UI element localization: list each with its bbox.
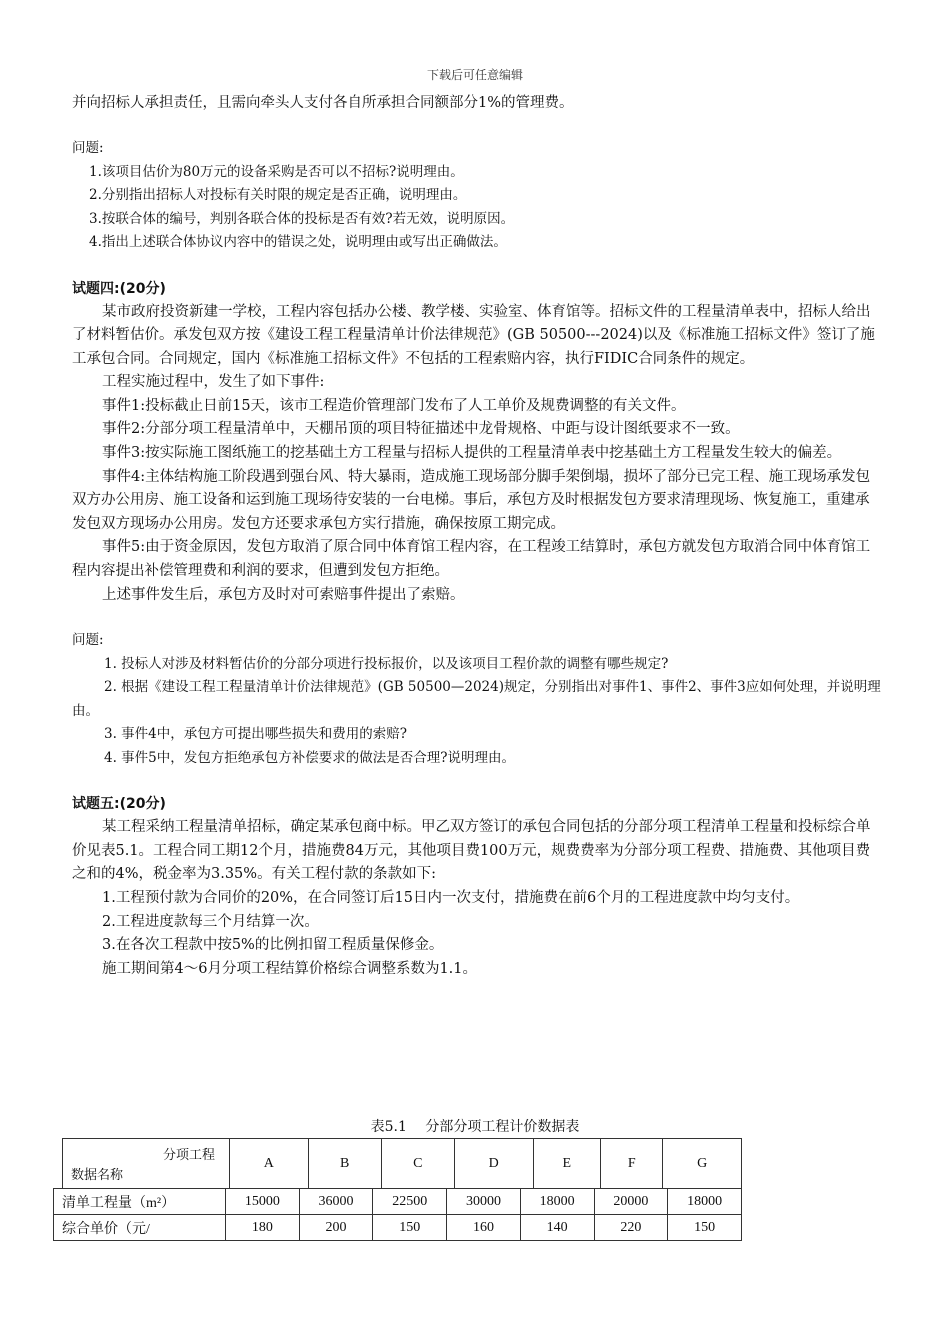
s4-question-1: 1. 投标人对涉及材料暂估价的分部分项进行投标报价，以及该项目工程价款的调整有哪些规定?: [104, 655, 669, 672]
table-cell: 160: [447, 1215, 521, 1241]
row-label: 清单工程量（m²）: [54, 1189, 226, 1215]
column-header: A: [230, 1139, 309, 1189]
section-5-title: 试题五:(20分): [72, 796, 166, 813]
column-header: B: [308, 1139, 381, 1189]
s4-paragraph-2: 工程实施过程中，发生了如下事件:: [102, 374, 325, 391]
page-header: 下载后可任意编辑: [426, 68, 523, 82]
s4-event-1: 事件1:投标截止日前15天，该市工程造价管理部门发布了人工单价及规费调整的有关文件。: [102, 397, 686, 414]
table-cell: 18000: [668, 1189, 742, 1215]
q3-item-2: 2.分别指出招标人对投标有关时限的规定是否正确，说明理由。: [89, 187, 467, 203]
table-cell: 22500: [373, 1189, 447, 1215]
column-header: G: [663, 1139, 742, 1189]
table-cell: 20000: [594, 1189, 668, 1215]
s4-question-3: 3. 事件4中，承包方可提出哪些损失和费用的索赔?: [104, 726, 407, 743]
table-cell: 220: [594, 1215, 668, 1241]
s5-paragraph-1: 某工程采纳工程量清单招标，确定某承包商中标。甲乙双方签订的承包合同包括的分部分项工程清单工程量和投标综合单价见表5.1。工程合同工期12个月，措施费84万元，其他项目费100万元，规费费率为分部分项工程费、措施费、其他项目费之和的4%，税金率为3.35%。有关工程付款的条款如下:: [72, 819, 871, 883]
s4-question-label: 问题:: [72, 632, 104, 649]
table-caption: 表5.1 分部分项工程计价数据表: [370, 1119, 580, 1135]
s4-question-4: 4. 事件5中，发包方拒绝承包方补偿要求的做法是否合理?说明理由。: [104, 749, 515, 766]
s5-clause-1: 1.工程预付款为合同价的20%，在合同签订后15日内一次支付，措施费在前6个月的工程进度款中均匀支付。: [102, 890, 800, 906]
column-header: E: [533, 1139, 601, 1189]
column-header: F: [601, 1139, 663, 1189]
q3-label: 问题:: [72, 140, 104, 156]
table-row: [54, 1215, 742, 1241]
table-cell: 15000: [226, 1189, 300, 1215]
s4-paragraph-1: 某市政府投资新建一学校，工程内容包括办公楼、教学楼、实验室、体育馆等。招标文件的工程量清单表中，招标人给出了材料暂估价。承发包双方按《建设工程工程量清单计价法律规范》(GB 50500---2024)以及《标准施工招标文件》签订了施工承包合同。合同规定，国内《标准施工招标文件》不包括的工程索赔内容，执行FIDIC合同条件的规定。: [72, 303, 875, 367]
s5-clause-2: 2.工程进度款每三个月结算一次。: [102, 913, 319, 930]
q3-item-3: 3.按联合体的编号，判别各联合体的投标是否有效?若无效，说明原因。: [89, 210, 515, 227]
table-cell: 36000: [299, 1189, 373, 1215]
s4-question-2: 2. 根据《建设工程工程量清单计价法律规范》(GB 50500—2024)规定，分别指出对事件1、事件2、事件3应如何处理，并说明理由。: [72, 679, 881, 719]
table-cell: 30000: [447, 1189, 521, 1215]
table-cell: 140: [520, 1215, 594, 1241]
s4-event-2: 事件2:分部分项工程量清单中，天棚吊顶的项目特征描述中龙骨规格、中距与设计图纸要求不一致。: [102, 421, 740, 438]
s4-paragraph-3: 上述事件发生后，承包方及时对可索赔事件提出了索赔。: [102, 586, 465, 603]
q3-item-1: 1.该项目估价为80万元的设备采购是否可以不招标?说明理由。: [89, 163, 464, 180]
document-body: [72, 92, 882, 981]
corner-top-label: 分项工程: [162, 1147, 215, 1162]
column-header: C: [381, 1139, 454, 1189]
table-cell: 150: [373, 1215, 447, 1241]
table-corner-cell: [63, 1139, 230, 1189]
cost-data-table: [62, 1138, 742, 1189]
table-cell: 18000: [520, 1189, 594, 1215]
s4-event-3: 事件3:按实际施工图纸施工的挖基础土方工程量与招标人提供的工程量清单表中挖基础土方工程量发生较大的偏差。: [102, 445, 842, 462]
column-header: D: [454, 1139, 533, 1189]
s5-paragraph-2: 施工期间第4～6月分项工程结算价格综合调整系数为1.1。: [102, 960, 478, 977]
corner-bottom-label: 数据名称: [71, 1167, 124, 1182]
row-label: 综合单价（元/: [54, 1215, 226, 1241]
q3-item-4: 4.指出上述联合体协议内容中的错误之处，说明理由或写出正确做法。: [89, 234, 507, 250]
table-cell: 200: [299, 1215, 373, 1241]
s4-event-4: 事件4:主体结构施工阶段遇到强台风、特大暴雨，造成施工现场部分脚手架倒塌，损坏了部分已完工程、施工现场承发包双方办公用房、施工设备和运到施工现场待安装的一台电梯。事后，承包方及时根据发包方要求清理现场、恢复施工，重建承发包双方现场办公用房。发包方还要求承包方实行措施，确保按原工期完成。: [72, 468, 871, 532]
table-row: [54, 1189, 742, 1215]
s5-clause-3: 3.在各次工程款中按5%的比例扣留工程质量保修金。: [102, 937, 444, 954]
intro-line: 并向招标人承担责任，且需向牵头人支付各自所承担合同额部分1%的管理费。: [72, 95, 574, 111]
s4-event-5: 事件5:由于资金原因，发包方取消了原合同中体育馆工程内容，在工程竣工结算时，承包方就发包方取消合同中体育馆工程内容提出补偿管理费和利润的要求，但遭到发包方拒绝。: [72, 539, 871, 580]
table-cell: 180: [226, 1215, 300, 1241]
section-4-title: 试题四:(20分): [72, 280, 166, 297]
cost-data-table-body: [53, 1188, 742, 1241]
table-cell: 150: [668, 1215, 742, 1241]
table-header-row: [63, 1139, 742, 1189]
